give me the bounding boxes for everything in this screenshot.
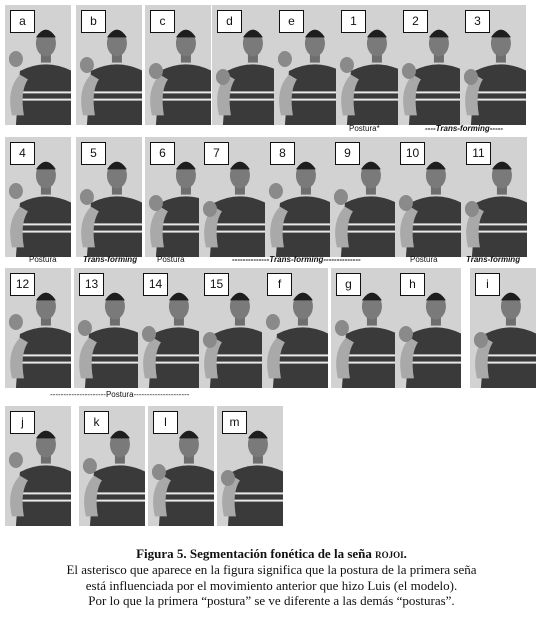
frame-tag: 8 xyxy=(270,142,295,165)
label-trans-forming: --------------Trans-forming-------------- xyxy=(232,255,361,264)
frame-tag: 15 xyxy=(204,273,229,296)
frame-tag: f xyxy=(267,273,292,296)
frame-tag: e xyxy=(279,10,304,33)
video-frame-5 xyxy=(76,137,142,257)
label-trans-forming: ----Trans-forming----- xyxy=(425,124,504,133)
video-frame-11 xyxy=(461,137,527,257)
frame-tag: 11 xyxy=(466,142,491,165)
frame-tag: 12 xyxy=(10,273,35,296)
label-postura: Postura xyxy=(157,255,185,264)
video-frame-7 xyxy=(199,137,265,257)
video-frame-j xyxy=(5,406,71,526)
video-frame-8 xyxy=(265,137,331,257)
frame-tag: 9 xyxy=(335,142,360,165)
video-frame-l xyxy=(148,406,214,526)
label-postura-star: Postura* xyxy=(349,124,380,133)
frame-tag: 10 xyxy=(400,142,425,165)
frame-tag: a xyxy=(10,10,35,33)
label-postura: Postura xyxy=(29,255,57,264)
frame-tag: 13 xyxy=(79,273,104,296)
video-frame-13 xyxy=(74,268,140,388)
video-frame-15 xyxy=(199,268,265,388)
label-trans-forming: Trans-forming xyxy=(466,255,521,264)
video-frame-b xyxy=(76,5,142,125)
video-frame-12 xyxy=(5,268,71,388)
frame-tag: h xyxy=(400,273,425,296)
caption-line-2: está influenciada por el movimiento anterior que hizo Luis (el modelo). xyxy=(85,577,458,593)
video-frame-1 xyxy=(336,5,402,125)
video-frame-10 xyxy=(395,137,461,257)
figure-title-suffix: . xyxy=(403,546,407,561)
frame-tag: b xyxy=(81,10,106,33)
label-postura-range: ---------------------Postura--------------------- xyxy=(50,390,190,399)
caption-line-3: Por lo que la primera “postura” se ve diferente a las demás “posturas”. xyxy=(88,593,455,608)
frame-tag: 7 xyxy=(204,142,229,165)
frame-tag: 4 xyxy=(10,142,35,165)
video-frame-9 xyxy=(330,137,396,257)
video-frame-a xyxy=(5,5,71,125)
frame-tag: d xyxy=(217,10,242,33)
video-frame-4 xyxy=(5,137,71,257)
video-frame-g xyxy=(331,268,397,388)
label-postura: Postura xyxy=(410,255,438,264)
video-frame-f xyxy=(262,268,328,388)
frame-tag: 6 xyxy=(150,142,175,165)
frame-tag: 5 xyxy=(81,142,106,165)
frame-tag: 2 xyxy=(403,10,428,33)
video-frame-m xyxy=(217,406,283,526)
frame-tag: l xyxy=(153,411,178,434)
video-frame-14 xyxy=(138,268,204,388)
video-frame-d xyxy=(212,5,278,125)
frame-tag: 3 xyxy=(465,10,490,33)
label-trans-forming: Trans-forming xyxy=(83,255,138,264)
frame-tag: 14 xyxy=(143,273,168,296)
frame-tag: k xyxy=(84,411,109,434)
figure-title xyxy=(0,545,543,562)
figure-caption xyxy=(0,545,543,609)
video-frame-c xyxy=(145,5,211,125)
video-frame-3 xyxy=(460,5,526,125)
frame-tag: 1 xyxy=(341,10,366,33)
figure-title-prefix: Figura 5. Segmentación fonética de la seña xyxy=(136,546,376,561)
figure-title-sign: rojoi xyxy=(375,546,404,561)
video-frame-2 xyxy=(398,5,464,125)
video-frame-i xyxy=(470,268,536,388)
video-frame-h xyxy=(395,268,461,388)
frame-tag: c xyxy=(150,10,175,33)
frame-tag: i xyxy=(475,273,500,296)
caption-line-1: El asterisco que aparece en la figura significa que la postura de la primera seña xyxy=(66,562,477,577)
frame-tag: j xyxy=(10,411,35,434)
video-frame-k xyxy=(79,406,145,526)
frame-tag: g xyxy=(336,273,361,296)
frame-tag: m xyxy=(222,411,247,434)
video-frame-e xyxy=(274,5,340,125)
